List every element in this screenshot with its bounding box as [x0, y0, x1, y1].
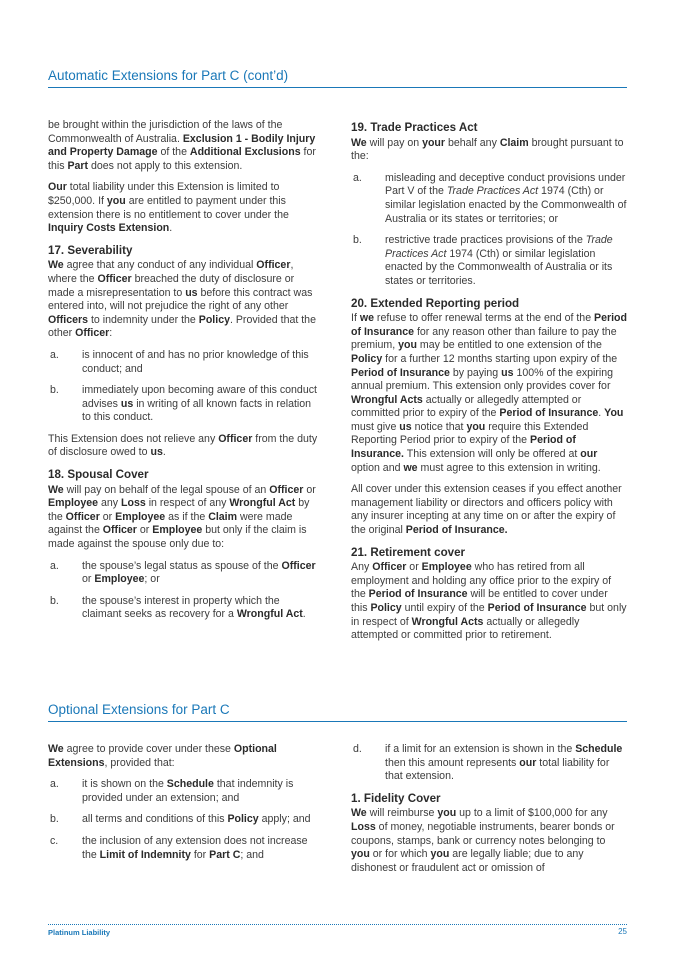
list-item: b. the spouse’s interest in property which the claimant seeks as recovery for a Wrongful Act. — [50, 594, 306, 621]
list-item: a. it is shown on the Schedule that indemnity is provided under an extension; and — [50, 778, 294, 804]
list-item: c. the inclusion of any extension does not increase the Limit of Indemnity for Part C; and — [50, 834, 308, 861]
heading-spousal-cover: 18. Spousal Cover — [48, 468, 149, 482]
footer-title: Platinum Liability — [48, 928, 111, 937]
heading-extended-reporting: 20. Extended Reporting period — [351, 296, 520, 310]
paragraph: We agree that any conduct of any individual Officer, where the Officer breached the duty of disclosure or made a misrepresentation to us before this contract was entered into, will not prejudice the right of any other Officers to indemnity under the Policy. Provided that the other Officer: — [48, 259, 316, 340]
heading-text: Automatic Extensions for Part C (cont’d) — [48, 68, 289, 83]
list-item: a. misleading and deceptive conduct provisions under Part V of the Trade Practices Act 1974 (Cth) or similar legislation enacted by the Commonwealth of Australia or its states or territories; or — [353, 171, 627, 225]
optional-right-column — [351, 743, 627, 883]
footer-divider — [48, 924, 627, 925]
paragraph: Our total liability under this Extension is limited to $250,000. If you are entitled to payment under this extension there is no entitlement to cover under the Inquiry Costs Extension. — [48, 181, 289, 235]
list-item: d. if a limit for an extension is shown in the Schedule then this amount represents our total liability for that extension. — [353, 743, 623, 783]
paragraph: be brought within the jurisdiction of the laws of the Commonwealth of Australia. Exclusion 1 - Bodily Injury and Property Damage of the Additional Exclusions for this Part does not apply to this extension. — [48, 119, 316, 172]
list-item: b. restrictive trade practices provisions of the Trade Practices Act 1974 (Cth) or similar legislation enacted by the Commonwealth of Australia or its states or territories. — [353, 234, 613, 287]
heading-retirement-cover: 21. Retirement cover — [351, 545, 466, 559]
list-item: b. all terms and conditions of this Policy apply; and — [50, 813, 311, 826]
paragraph: We will pay on behalf of the legal spouse of an Officer or Employee any Loss in respect of any Wrongful Act by the Officer or Employee as if the Claim were made against the Officer or Employee but only if the claim is made against the spouse only due to: — [48, 483, 316, 551]
list-item: b. immediately upon becoming aware of this conduct advises us in writing of all known facts in relation to this conduct. — [50, 384, 317, 424]
paragraph: All cover under this extension ceases if you effect another management liability or directors and officers policy with any insurer incepting at any time on or after the expiry of the original Period of Insurance. — [351, 483, 622, 537]
section-heading-optional — [48, 702, 627, 722]
paragraph: We will pay on your behalf any Claim brought pursuant to the: — [351, 136, 624, 163]
paragraph: If we refuse to offer renewal terms at the end of the Period of Insurance for any reason other than failure to pay the premium, you may be entitled to one extension of the Policy for a further 12 months starting upon expiry of the Period of Insurance by paying us 100% of the expiring annual premium. This extension only provides cover for Wrongful Acts actually or allegedly attempted or committed prior to expiry of the Period of Insurance. You must give us notice that you require this Extended Reporting Period prior to expiry of the Period of Insurance. This extension will only be offered at our option and we must agree to this extension in writing. — [351, 312, 627, 474]
section-heading-automatic — [48, 68, 627, 88]
right-column — [351, 119, 627, 651]
paragraph: We agree to provide cover under these Optional Extensions, provided that: — [48, 743, 277, 769]
list-item: a. the spouse’s legal status as spouse of the Officer or Employee; or — [50, 559, 316, 586]
left-column — [48, 119, 322, 630]
heading-trade-practices: 19. Trade Practices Act — [351, 121, 478, 134]
paragraph: This Extension does not relieve any Officer from the duty of disclosure owed to us. — [48, 432, 318, 459]
optional-left-column — [48, 743, 322, 870]
paragraph: We will reimburse you up to a limit of $100,000 for any Loss of money, negotiable instruments, bearer bonds or coupons, stamps, bank or currency notes belonging to you or for which you are legally liable; due to any dishonest or fraudulent act or omission of — [351, 807, 615, 874]
heading-fidelity-cover: 1. Fidelity Cover — [351, 791, 441, 805]
page-number: 25 — [618, 927, 627, 936]
heading-text: Optional Extensions for Part C — [48, 702, 230, 717]
heading-severability: 17. Severability — [48, 243, 133, 257]
list-item: a. is innocent of and has no prior knowledge of this conduct; and — [50, 348, 309, 375]
paragraph: Any Officer or Employee who has retired from all employment and holding any office prior to the expiry of the Period of Insurance will be entitled to cover under this Policy until expiry of the Period of Insurance but only in respect of Wrongful Acts actually or allegedly attempted or committed prior to retirement. — [351, 561, 627, 642]
